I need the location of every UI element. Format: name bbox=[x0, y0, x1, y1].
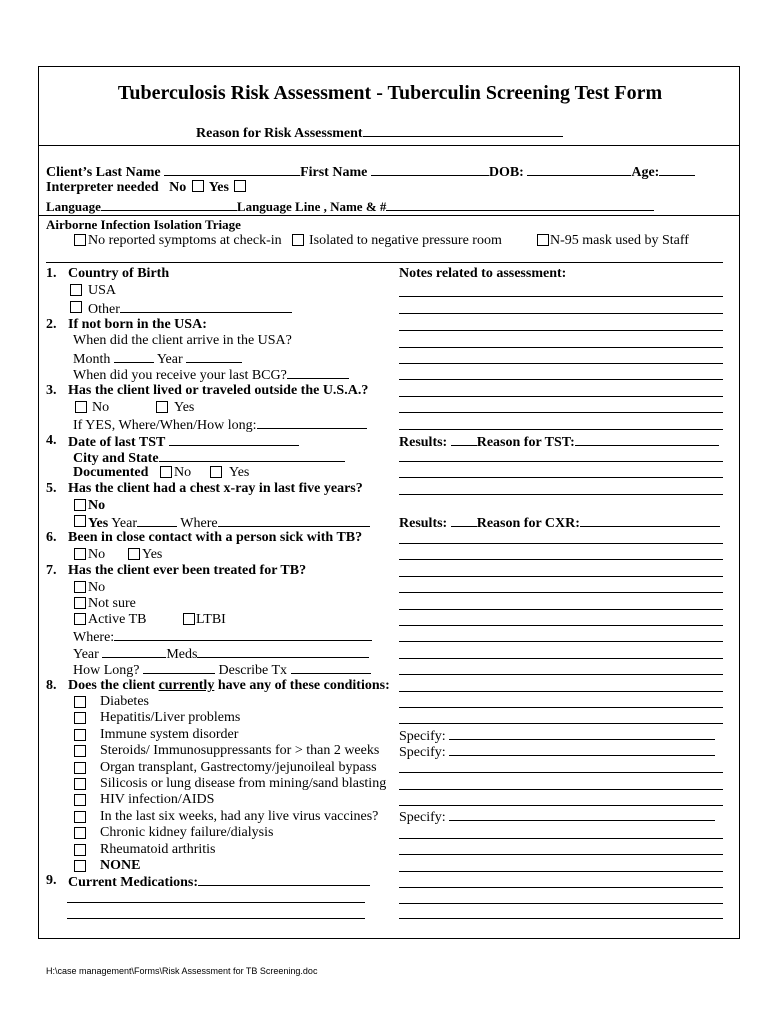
interpreter-no-checkbox[interactable] bbox=[192, 180, 204, 192]
notes-line[interactable] bbox=[399, 379, 723, 380]
condition-label: Steroids/ Immunosuppressants for > than 2 weeks bbox=[100, 743, 380, 758]
notes-line[interactable] bbox=[399, 854, 723, 855]
q8-number: 8. bbox=[46, 678, 57, 693]
condition-label: Immune system disorder bbox=[100, 727, 239, 742]
notes-line[interactable] bbox=[399, 576, 723, 577]
notes-line[interactable] bbox=[399, 330, 723, 331]
traveled-yes-label: Yes bbox=[174, 400, 195, 415]
condition-checkbox[interactable] bbox=[74, 860, 86, 872]
notes-line[interactable] bbox=[399, 347, 723, 348]
cxr-results-field[interactable]: Results: Reason for CXR: bbox=[399, 514, 720, 532]
other-field[interactable]: Other bbox=[88, 300, 292, 318]
specify-field-vaccines[interactable]: Specify: bbox=[399, 808, 715, 826]
condition-label: Diabetes bbox=[100, 694, 149, 709]
q6-label: Been in close contact with a person sick with TB? bbox=[68, 530, 363, 545]
medications-line[interactable] bbox=[67, 918, 365, 919]
n95-label: N-95 mask used by Staff bbox=[550, 233, 689, 248]
divider bbox=[46, 262, 723, 263]
ltbi-checkbox[interactable] bbox=[183, 613, 195, 625]
contact-yes-label: Yes bbox=[142, 547, 163, 562]
notes-line[interactable] bbox=[399, 903, 723, 904]
notes-line[interactable] bbox=[399, 871, 723, 872]
specify-field-steroids[interactable]: Specify: bbox=[399, 743, 715, 761]
notes-line[interactable] bbox=[399, 494, 723, 495]
xray-no-label: No bbox=[88, 498, 106, 513]
condition-checkbox[interactable] bbox=[74, 794, 86, 806]
notes-line[interactable] bbox=[399, 313, 723, 314]
usa-label: USA bbox=[88, 283, 117, 298]
travel-details-field[interactable]: If YES, Where/When/How long: bbox=[73, 416, 367, 434]
condition-label: Chronic kidney failure/dialysis bbox=[100, 825, 274, 840]
contact-no-label: No bbox=[88, 547, 106, 562]
documented-no-label: No bbox=[174, 465, 192, 480]
footer-path: H:\case management\Forms\Risk Assessment for TB Screening.doc bbox=[46, 966, 318, 976]
treated-no-checkbox[interactable] bbox=[74, 581, 86, 593]
not-sure-label: Not sure bbox=[88, 596, 136, 611]
last-tst-field[interactable]: Date of last TST bbox=[68, 433, 299, 451]
active-tb-label: Active TB bbox=[88, 612, 147, 627]
interpreter-row[interactable]: Interpreter needed No Yes bbox=[46, 180, 248, 196]
divider bbox=[39, 215, 739, 216]
n95-checkbox[interactable] bbox=[537, 234, 549, 246]
q3-number: 3. bbox=[46, 383, 57, 398]
condition-label: Hepatitis/Liver problems bbox=[100, 710, 241, 725]
notes-title: Notes related to assessment: bbox=[399, 266, 567, 281]
medications-line[interactable] bbox=[67, 902, 365, 903]
notes-line[interactable] bbox=[399, 477, 723, 478]
q3-label: Has the client lived or traveled outside the U.S.A.? bbox=[68, 383, 369, 398]
condition-checkbox[interactable] bbox=[74, 778, 86, 790]
q8-label: Does the client currently have any of these conditions: bbox=[68, 678, 390, 693]
notes-line[interactable] bbox=[399, 641, 723, 642]
medications-field[interactable]: Current Medications: bbox=[68, 873, 370, 891]
condition-checkbox[interactable] bbox=[74, 827, 86, 839]
contact-yes-checkbox[interactable] bbox=[128, 548, 140, 560]
q2-label: If not born in the USA: bbox=[68, 317, 207, 332]
documented-label: Documented bbox=[73, 465, 149, 480]
notes-line[interactable] bbox=[399, 396, 723, 397]
q5-number: 5. bbox=[46, 481, 57, 496]
notes-line[interactable] bbox=[399, 543, 723, 544]
q6-number: 6. bbox=[46, 530, 57, 545]
condition-label: Organ transplant, Gastrectomy/jejunoileal bypass bbox=[100, 760, 377, 775]
interpreter-yes-checkbox[interactable] bbox=[234, 180, 246, 192]
q4-number: 4. bbox=[46, 433, 57, 448]
q5-label: Has the client had a chest x-ray in last five years? bbox=[68, 481, 363, 496]
xray-details-field[interactable]: Yes Year Where bbox=[88, 514, 370, 532]
notes-line[interactable] bbox=[399, 658, 723, 659]
xray-yes-checkbox[interactable] bbox=[74, 515, 86, 527]
condition-checkbox[interactable] bbox=[74, 844, 86, 856]
notes-line[interactable] bbox=[399, 296, 723, 297]
no-symptoms-checkbox[interactable] bbox=[74, 234, 86, 246]
form-title: Tuberculosis Risk Assessment - Tuberculin Screening Test Form bbox=[117, 82, 663, 104]
notes-line[interactable] bbox=[399, 723, 723, 724]
arrival-date-field[interactable]: Month Year bbox=[73, 350, 242, 368]
treated-no-label: No bbox=[88, 580, 106, 595]
divider bbox=[39, 145, 739, 146]
isolated-checkbox[interactable] bbox=[292, 234, 304, 246]
notes-line[interactable] bbox=[399, 674, 723, 675]
q9-number: 9. bbox=[46, 873, 57, 888]
condition-checkbox[interactable] bbox=[74, 729, 86, 741]
condition-checkbox[interactable] bbox=[74, 811, 86, 823]
client-info-row[interactable]: Client’s Last Name First Name DOB: Age: bbox=[46, 163, 695, 181]
notes-line[interactable] bbox=[399, 625, 723, 626]
isolated-label: Isolated to negative pressure room bbox=[309, 233, 502, 248]
notes-line[interactable] bbox=[399, 918, 723, 919]
condition-checkbox[interactable] bbox=[74, 712, 86, 724]
condition-checkbox[interactable] bbox=[74, 745, 86, 757]
notes-line[interactable] bbox=[399, 559, 723, 560]
documented-no-checkbox[interactable] bbox=[160, 466, 172, 478]
treatment-year-meds-field[interactable]: Year Meds bbox=[73, 645, 369, 663]
q7-number: 7. bbox=[46, 563, 57, 578]
notes-line[interactable] bbox=[399, 887, 723, 888]
usa-checkbox[interactable] bbox=[70, 284, 82, 296]
notes-line[interactable] bbox=[399, 363, 723, 364]
notes-line[interactable] bbox=[399, 429, 723, 430]
q2-number: 2. bbox=[46, 317, 57, 332]
triage-title: Airborne Infection Isolation Triage bbox=[46, 217, 241, 232]
traveled-no-checkbox[interactable] bbox=[75, 401, 87, 413]
ltbi-label: LTBI bbox=[196, 612, 226, 627]
notes-line[interactable] bbox=[399, 609, 723, 610]
traveled-no-label: No bbox=[92, 400, 110, 415]
not-sure-checkbox[interactable] bbox=[74, 597, 86, 609]
treatment-howlong-field[interactable]: How Long? Describe Tx bbox=[73, 661, 371, 679]
condition-label: HIV infection/AIDS bbox=[100, 792, 215, 807]
documented-yes-label: Yes bbox=[229, 465, 250, 480]
notes-line[interactable] bbox=[399, 772, 723, 773]
condition-label: Silicosis or lung disease from mining/sand blasting bbox=[100, 776, 387, 791]
notes-line[interactable] bbox=[399, 691, 723, 692]
notes-line[interactable] bbox=[399, 412, 723, 413]
condition-label: Rheumatoid arthritis bbox=[100, 842, 216, 857]
active-tb-checkbox[interactable] bbox=[74, 613, 86, 625]
language-row[interactable]: Language Language Line , Name & # bbox=[46, 198, 654, 215]
tst-results-field[interactable]: Results: Reason for TST: bbox=[399, 433, 719, 451]
q1-number: 1. bbox=[46, 266, 57, 281]
xray-no-checkbox[interactable] bbox=[74, 499, 86, 511]
notes-line[interactable] bbox=[399, 592, 723, 593]
traveled-yes-checkbox[interactable] bbox=[156, 401, 168, 413]
bcg-field[interactable]: When did you receive your last BCG? bbox=[73, 366, 349, 384]
notes-line[interactable] bbox=[399, 805, 723, 806]
condition-label: NONE bbox=[100, 858, 141, 873]
other-checkbox[interactable] bbox=[70, 301, 82, 313]
reason-field[interactable]: Reason for Risk Assessment bbox=[196, 124, 563, 142]
notes-line[interactable] bbox=[399, 707, 723, 708]
condition-checkbox[interactable] bbox=[74, 696, 86, 708]
specify-field-immune[interactable]: Specify: bbox=[399, 727, 715, 745]
contact-no-checkbox[interactable] bbox=[74, 548, 86, 560]
treatment-where-field[interactable]: Where: bbox=[73, 628, 372, 646]
notes-line[interactable] bbox=[399, 461, 723, 462]
condition-checkbox[interactable] bbox=[74, 762, 86, 774]
arrive-question: When did the client arrive in the USA? bbox=[73, 333, 292, 348]
condition-label: In the last six weeks, had any live virus vaccines? bbox=[100, 809, 379, 824]
no-symptoms-label: No reported symptoms at check-in bbox=[88, 233, 282, 248]
city-state-field[interactable]: City and State bbox=[73, 449, 345, 467]
q1-label: Country of Birth bbox=[68, 266, 170, 281]
documented-yes-checkbox[interactable] bbox=[210, 466, 222, 478]
notes-line[interactable] bbox=[399, 838, 723, 839]
notes-line[interactable] bbox=[399, 789, 723, 790]
q7-label: Has the client ever been treated for TB? bbox=[68, 563, 307, 578]
